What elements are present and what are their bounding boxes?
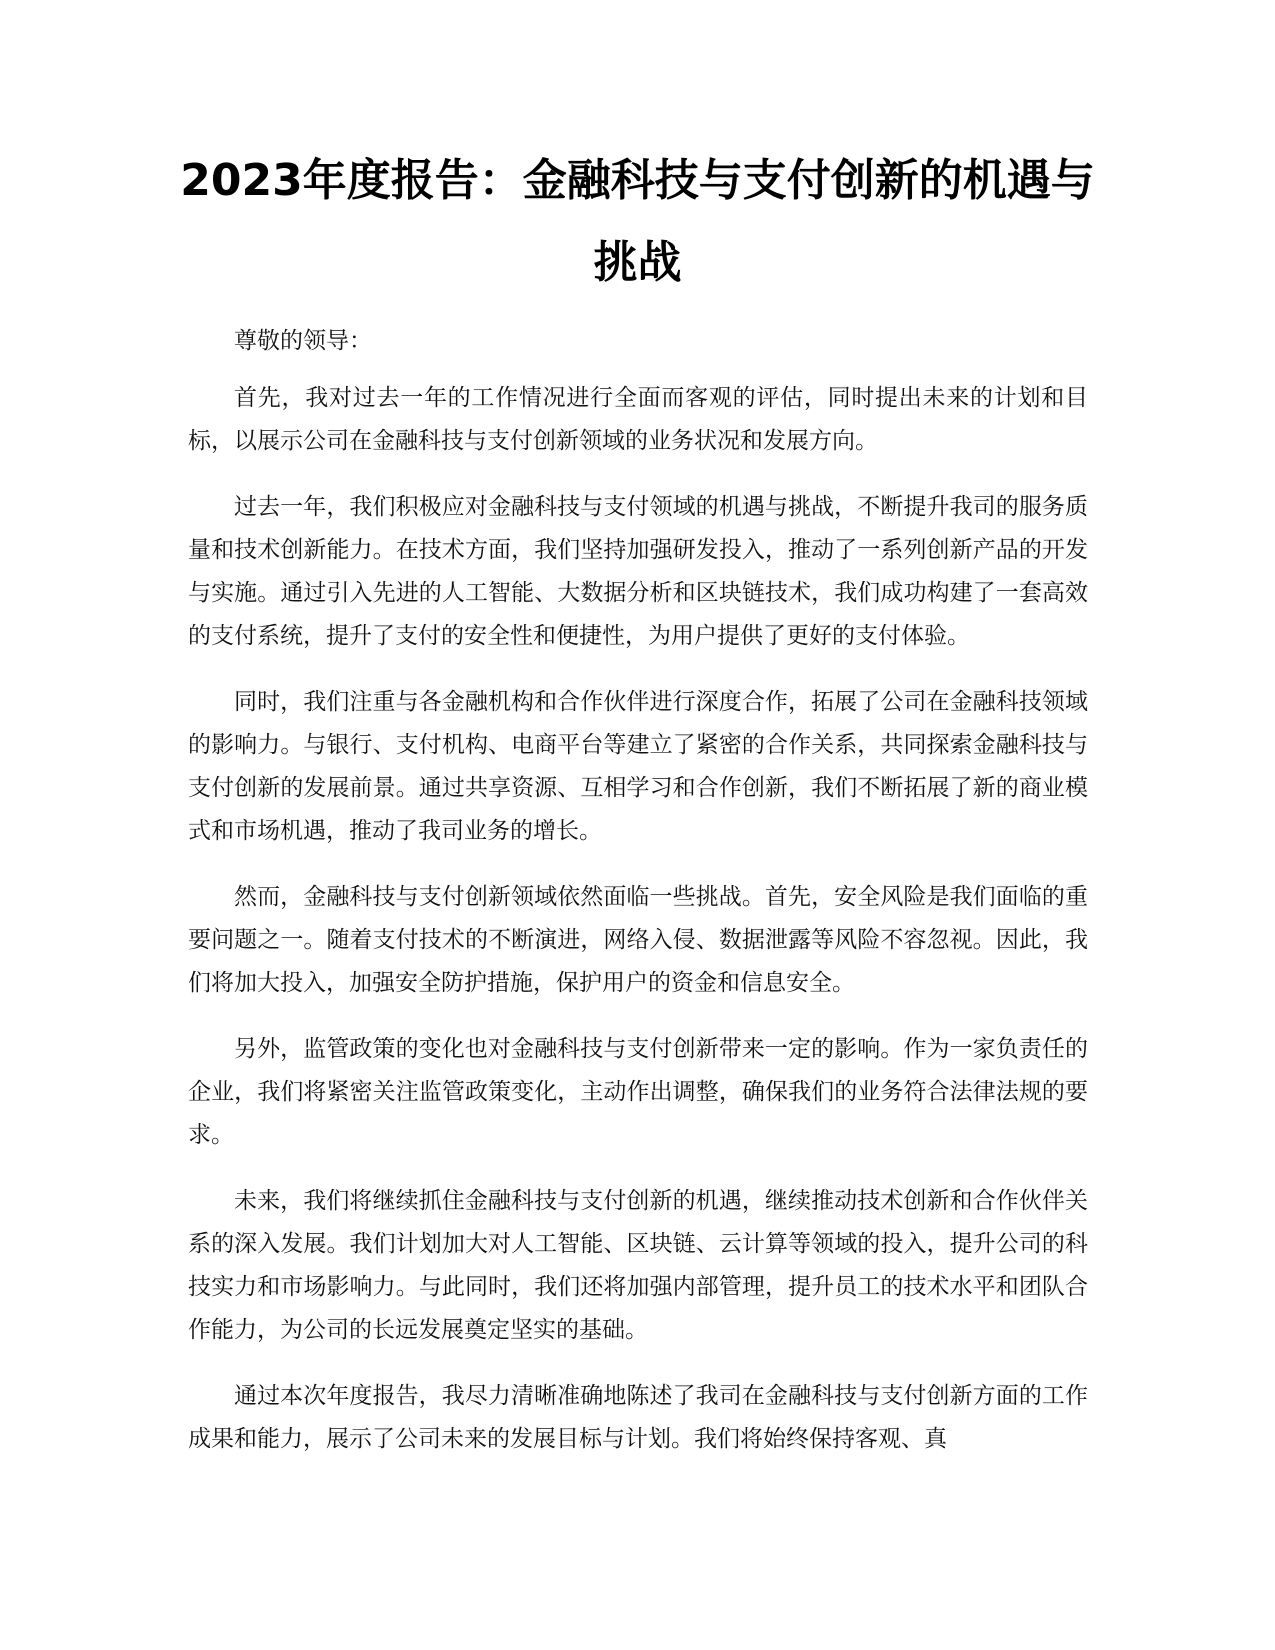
paragraph: 同时，我们注重与各金融机构和合作伙伴进行深度合作，拓展了公司在金融科技领域的影响力。与银行、支付机构、电商平台等建立了紧密的合作关系，共同探索金融科技与支付创新的发展前景。通过共享资源、互相学习和合作创新，我们不断拓展了新的商业模式和市场机遇，推动了我司业务的增长。 [188, 689, 1088, 844]
document-title: 2023年度报告：金融科技与支付创新的机遇与挑战 [180, 155, 1095, 288]
paragraph: 然而，金融科技与支付创新领域依然面临一些挑战。首先，安全风险是我们面临的重要问题之一。随着支付技术的不断演进，网络入侵、数据泄露等风险不容忽视。因此，我们将加大投入，加强安全防护措施，保护用户的资金和信息安全。 [188, 884, 1088, 996]
paragraph: 通过本次年度报告，我尽力清晰准确地陈述了我司在金融科技与支付创新方面的工作成果和能力，展示了公司未来的发展目标与计划。我们将始终保持客观、真 [188, 1383, 1088, 1452]
paragraph: 未来，我们将继续抓住金融科技与支付创新的机遇，继续推动技术创新和合作伙伴关系的深入发展。我们计划加大对人工智能、区块链、云计算等领域的投入，提升公司的科技实力和市场影响力。与此同时，我们还将加强内部管理，提升员工的技术水平和团队合作能力，为公司的长远发展奠定坚实的基础。 [188, 1188, 1088, 1343]
paragraph: 首先，我对过去一年的工作情况进行全面而客观的评估，同时提出未来的计划和目标，以展示公司在金融科技与支付创新领域的业务状况和发展方向。 [188, 385, 1088, 454]
paragraph: 过去一年，我们积极应对金融科技与支付领域的机遇与挑战，不断提升我司的服务质量和技术创新能力。在技术方面，我们坚持加强研发投入，推动了一系列创新产品的开发与实施。通过引入先进的人工智能、大数据分析和区块链技术，我们成功构建了一套高效的支付系统，提升了支付的安全性和便捷性，为用户提供了更好的支付体验。 [188, 494, 1088, 649]
paragraph: 另外，监管政策的变化也对金融科技与支付创新带来一定的影响。作为一家负责任的企业，我们将紧密关注监管政策变化，主动作出调整，确保我们的业务符合法律法规的要求。 [188, 1036, 1088, 1148]
salutation: 尊敬的领导： [234, 328, 372, 354]
document-body [188, 320, 1088, 1484]
